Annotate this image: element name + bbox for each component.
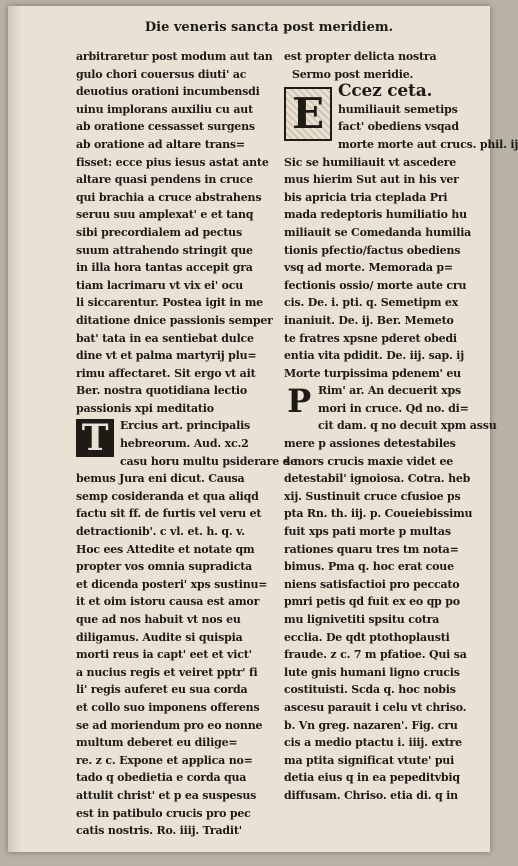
text-line: diffusam. Chriso. etia di. q in: [284, 788, 458, 802]
page-gutter: [8, 6, 22, 852]
text-line: a nucius regis et veiret pptr' fi: [76, 665, 258, 679]
text-line: tiam lacrimaru vt vix ei' ocu: [76, 278, 244, 292]
text-line: sibi precordialem ad pectus: [76, 225, 242, 239]
text-line: ma ptita significat vtute' pui: [284, 753, 455, 767]
text-line: tado q obedietia e corda qua: [76, 771, 247, 785]
text-line: ditatione dnice passionis semper: [76, 313, 273, 327]
text-line: costituisti. Scda q. hoc nobis: [284, 683, 456, 697]
text-line: te fratres xpsne pderet obedi: [284, 331, 457, 345]
sermon-title: Ccez ceta.: [338, 81, 433, 102]
text-line: fuit xps pati morte p multas: [284, 525, 451, 539]
text-line: fectionis ossio/ morte aute cru: [284, 278, 467, 292]
text-line: vsq ad morte. Memorada p=: [284, 261, 453, 275]
text-line: Rim' ar. An decuerit xps: [318, 384, 462, 398]
text-line: mori in cruce. Qd no. di=: [318, 401, 469, 415]
text-line: multum deberet eu dilige=: [76, 736, 238, 750]
text-line: fact' obediens vsqad: [338, 120, 459, 134]
text-line: pmri petis qd fuit ex eo qp po: [284, 595, 460, 609]
text-line: rationes quaru tres tm nota=: [284, 542, 459, 556]
plain-initial: P: [287, 382, 311, 421]
text-line: mus hierim Sut aut in his ver: [284, 173, 459, 187]
text-line: niens satisfactioi pro peccato: [284, 577, 460, 591]
text-line: rimu affectaret. Sit ergo vt ait: [76, 366, 256, 380]
dropcap-initial: T: [76, 419, 114, 457]
text-line: mere p assiones detestabiles: [284, 437, 456, 451]
text-line: cis a medio ptactu i. iiij. extre: [284, 736, 462, 750]
text-line: est propter delicta nostra: [284, 50, 437, 63]
text-line: re. z c. Expone et applica no=: [76, 753, 253, 767]
text-line: pta Rn. th. iij. p. Coueiebissimu: [284, 507, 473, 521]
ornamental-initial: E: [284, 87, 332, 141]
text-line: inaniuit. De. ij. Ber. Memeto: [284, 313, 454, 327]
text-line: Hoc ees Attedite et notate qm: [76, 542, 255, 556]
text-line: se ad moriendum pro eo nonne: [76, 718, 263, 732]
text-line: altare quasi pendens in cruce: [76, 173, 253, 187]
text-line: it et oim istoru causa est amor: [76, 595, 260, 609]
text-line: detestabil' ignoiosa. Cotra. heb: [284, 472, 471, 486]
text-line: mu lignivetiti spsitu cotra: [284, 613, 440, 626]
text-line: morti reus ia capt' eet et vict': [76, 648, 252, 662]
text-line: bemus Jura eni dicut. Causa: [76, 472, 245, 486]
text-line: diligamus. Audite si quispia: [76, 630, 243, 644]
text-line: Sic se humiliauit vt ascedere: [284, 155, 457, 169]
text-line: seruu suu amplexat' e et tanq: [76, 208, 254, 222]
sermo-heading: Sermo post meridie.: [292, 67, 414, 81]
text-line: s mors crucis maxie videt ee: [284, 454, 454, 468]
text-line: tionis pfectio/factus obediens: [284, 243, 461, 257]
text-line: propter vos omnia supradicta: [76, 560, 253, 574]
text-line: ab oratione ad altare trans=: [76, 137, 245, 151]
running-header: Die veneris sancta post meridiem.: [144, 20, 394, 35]
text-line: passionis xpi meditatio: [76, 401, 214, 415]
text-line: b. Vn greg. nazaren'. Fig. cru: [284, 718, 458, 732]
text-line: mada redeptoris humiliatio hu: [284, 208, 467, 222]
text-line: deuotius orationi incumbensdi: [76, 85, 260, 99]
text-line: lute gnis humani ligno crucis: [284, 665, 460, 679]
text-line: entia vita pdidit. De. iij. sap. ij: [284, 349, 465, 363]
text-line: semp cosideranda et qua aliqd: [76, 489, 259, 503]
text-line: que ad nos habuit vt nos eu: [76, 613, 241, 626]
text-line: hebreorum. Aud. xc.2: [120, 437, 249, 451]
text-line: li' regis auferet eu sua corda: [76, 683, 248, 697]
text-line: est in patibulo crucis pro pec: [76, 806, 251, 820]
left-column: [76, 48, 297, 840]
text-line: fraude. z c. 7 m pfatioe. Qui sa: [284, 648, 467, 662]
text-line: detia eius q in ea pepeditvbiq: [284, 771, 460, 785]
text-line: dine vt et palma martyrij plu=: [76, 349, 257, 363]
text-line: detractionib'. c vl. et. h. q. v.: [76, 525, 245, 539]
text-line: attulit christ' et p ea suspesus: [76, 788, 257, 802]
text-line: factu sit ff. de furtis vel veru et: [76, 507, 262, 521]
text-line: in illa hora tantas accepit gra: [76, 261, 253, 275]
text-line: xij. Sustinuit cruce cfusioe ps: [284, 489, 461, 503]
text-line: catis nostris. Ro. iiij. Tradit': [76, 824, 242, 838]
text-line: Ber. nostra quotidiana lectio: [76, 384, 248, 398]
text-line: morte morte aut crucs. phil. ij: [338, 137, 518, 151]
text-line: uinu implorans auxiliu cu aut: [76, 102, 253, 116]
text-line: fisset: ecce pius iesus astat ante: [76, 155, 269, 169]
sermon-opening: [284, 81, 518, 382]
text-line: gulo chori couersus diuti' ac: [76, 67, 247, 81]
text-line: arbitraretur post modum aut tan: [76, 50, 273, 63]
text-line: et collo suo imponens offerens: [76, 700, 260, 714]
text-line: et dicenda posteri' xps sustinu=: [76, 577, 268, 591]
text-line: Ercius art. principalis: [120, 419, 251, 433]
right-column: [284, 48, 518, 805]
text-line: ab oratione cessasset surgens: [76, 120, 255, 134]
text-line: qui brachia a cruce abstrahens: [76, 190, 262, 204]
section-tercius: [76, 417, 297, 839]
text-line: miliauit se Comedanda humilia: [284, 225, 472, 239]
section-primus: [284, 382, 497, 804]
text-line: li siccarentur. Postea igit in me: [76, 296, 263, 310]
text-line: bis apricia tria cteplada Pri: [284, 190, 448, 204]
text-line: bat' tata in ea sentiebat dulce: [76, 331, 254, 345]
text-line: casu horu multu psiderare de: [120, 454, 297, 468]
text-line: bimus. Pma q. hoc erat coue: [284, 560, 454, 574]
text-line: suum attrahendo stringit que: [76, 243, 253, 257]
text-line: Morte turpissima pdenem' eu: [284, 366, 461, 380]
book-page: [8, 6, 518, 852]
text-line: cis. De. i. pti. q. Semetipm ex: [284, 296, 459, 310]
text-line: humiliauit semetips: [338, 102, 458, 116]
text-line: cit dam. q no decuit xpm assu: [318, 419, 497, 433]
text-line: ecclia. De qdt ptothoplausti: [284, 630, 450, 644]
text-line: ascesu parauit i celu vt chriso.: [284, 700, 467, 714]
